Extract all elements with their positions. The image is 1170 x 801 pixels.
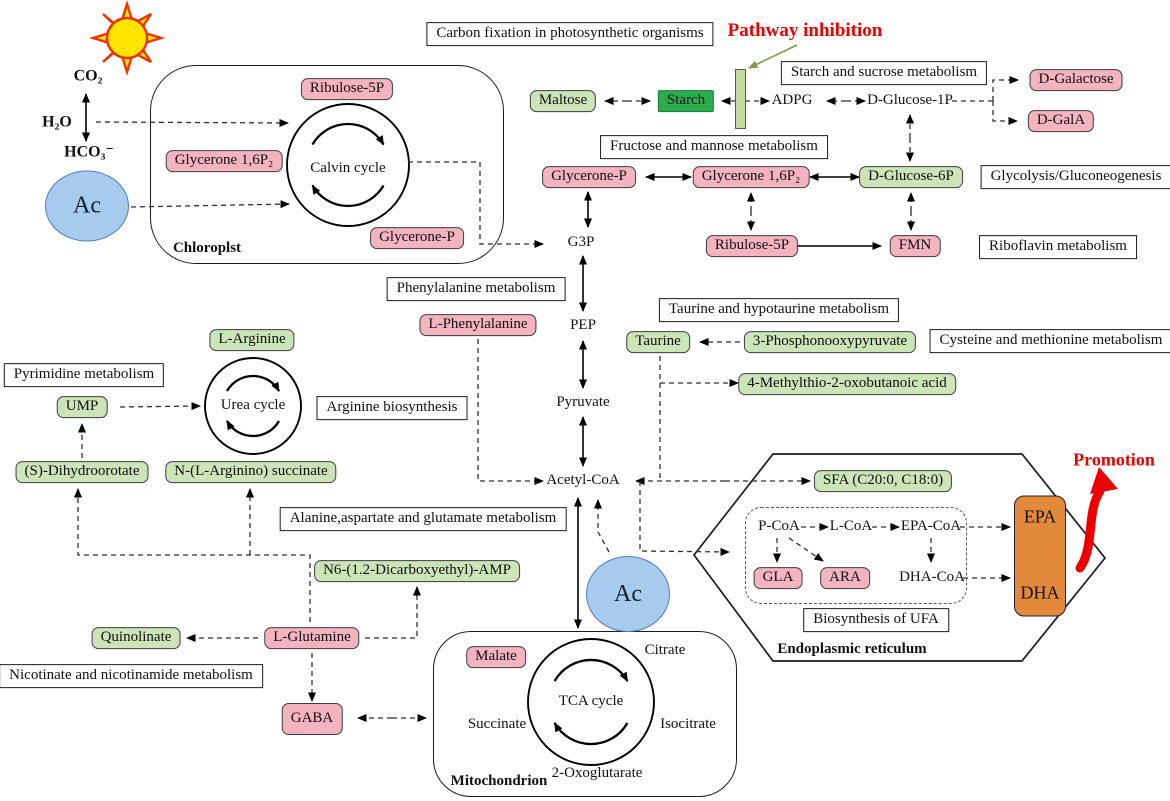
metabolite-quinolinate: Quinolinate — [92, 627, 181, 649]
metabolite-glycerone-p-chloroplast: Glycerone-P — [370, 227, 464, 249]
pathway-box-riboflavin: Riboflavin metabolism — [979, 235, 1137, 259]
metabolite-maltose: Maltose — [530, 90, 596, 112]
pathway-box-glycolysis: Glycolysis/Gluconeogenesis — [981, 165, 1170, 189]
pathway-box-nicotinate: Nicotinate and nicotinamide metabolism — [0, 664, 263, 688]
ac-circle-top: Ac — [45, 171, 129, 242]
sun-icon — [93, 4, 161, 72]
pathway-box-taurine-hypotaurine: Taurine and hypotaurine metabolism — [659, 298, 899, 322]
metabolite-glycerone16p2: Glycerone 1,6P₂ — [693, 166, 810, 188]
co2-label: CO₂ — [73, 67, 103, 85]
metabolite-ribulose5p: Ribulose-5P — [706, 235, 798, 257]
metabolite-ribulose5p-chloroplast: Ribulose-5P — [301, 78, 393, 100]
metabolite-adpg: ADPG — [771, 92, 813, 109]
pathway-box-biosynthesis-ufa: Biosynthesis of UFA — [803, 608, 949, 632]
ac-circle-bottom: Ac — [586, 556, 670, 632]
metabolite-gaba: GABA — [282, 703, 343, 735]
metabolite-pep: PEP — [570, 317, 596, 334]
metabolite-malate: Malate — [466, 646, 526, 668]
endoplasmic-reticulum-label: Endoplasmic reticulum — [777, 641, 927, 658]
h2o-label: H₂O — [42, 113, 72, 131]
metabolite-acetyl-coa: Acetyl-CoA — [546, 472, 620, 489]
metabolite-n-l-arginino-succinate: N-(L-Arginino) succinate — [165, 461, 336, 483]
metabolite-4-methylthio-2-oxobutanoic-acid: 4-Methylthio-2-oxobutanoic acid — [738, 373, 956, 395]
metabolite-fmn: FMN — [890, 235, 941, 257]
metabolite-sfa: SFA (C20:0, C18:0) — [814, 470, 952, 492]
metabolite-3-phosphonooxypyruvate: 3-Phosphonooxypyruvate — [744, 331, 916, 353]
metabolite-ara: ARA — [820, 567, 870, 589]
pathway-box-phenylalanine: Phenylalanine metabolism — [387, 277, 566, 301]
metabolite-d-galactose: D-Galactose — [1030, 69, 1123, 91]
metabolite-glycerone16p2-chloroplast: Glycerone 1,6P₂ — [166, 150, 283, 172]
metabolite-l-coa: L-CoA — [829, 518, 873, 535]
promotion-label: Promotion — [1073, 449, 1155, 470]
hco3-label: HCO₃⁻ — [64, 143, 114, 161]
pathway-inhibition-bar — [735, 69, 746, 129]
pathway-box-arginine-biosynthesis: Arginine biosynthesis — [317, 396, 468, 420]
metabolite-l-arginine: L-Arginine — [209, 329, 294, 351]
metabolite-succinate: Succinate — [467, 716, 527, 733]
metabolite-d-glucose-1p: D-Glucose-1P — [867, 92, 953, 109]
tca-cycle-label: TCA cycle — [558, 693, 624, 710]
calvin-cycle-label: Calvin cycle — [310, 160, 386, 177]
metabolite-ump: UMP — [57, 396, 108, 418]
metabolite-p-coa: P-CoA — [758, 518, 800, 535]
metabolite-g3p: G3P — [567, 234, 595, 251]
metabolite-l-phenylalanine: L-Phenylalanine — [419, 314, 536, 336]
pathway-box-alanine-aspartate: Alanine,aspartate and glutamate metabolism — [280, 507, 567, 531]
pathway-box-carbon-fixation: Carbon fixation in photosynthetic organisms — [426, 22, 713, 46]
metabolite-2-oxoglutarate: 2-Oxoglutarate — [551, 765, 643, 782]
metabolite-epa-coa: EPA-CoA — [900, 518, 962, 535]
pathway-inhibition-label: Pathway inhibition — [727, 20, 883, 42]
pathway-box-fructose-mannose: Fructose and mannose metabolism — [600, 135, 828, 159]
metabolite-l-glutamine: L-Glutamine — [264, 627, 359, 649]
metabolite-taurine: Taurine — [626, 331, 690, 353]
promotion-arrow — [1080, 467, 1118, 568]
pathway-box-starch-sucrose: Starch and sucrose metabolism — [781, 61, 987, 85]
mitochondrion-label: Mitochondrion — [450, 773, 548, 790]
metabolite-gla: GLA — [754, 567, 803, 589]
pathway-box-cysteine-methionine: Cysteine and methionine metabolism — [930, 329, 1170, 353]
metabolite-d-glucose-6p: D-Glucose-6P — [859, 166, 963, 188]
metabolite-starch: Starch — [658, 90, 714, 112]
chloroplast-label: Chloroplst — [172, 240, 242, 257]
pathway-box-pyrimidine: Pyrimidine metabolism — [4, 363, 164, 387]
metabolite-s-dihydroorotate: (S)-Dihydroorotate — [16, 461, 149, 483]
metabolite-dha: DHA — [1020, 582, 1060, 603]
metabolite-n6-dicarboxyethyl-amp: N6-(1.2-Dicarboxyethyl)-AMP — [314, 560, 520, 582]
metabolite-pyruvate: Pyruvate — [556, 394, 610, 411]
metabolite-citrate: Citrate — [644, 642, 686, 659]
metabolite-dha-coa: DHA-CoA — [899, 569, 965, 586]
epa-dha-box — [1014, 496, 1066, 617]
urea-cycle-label: Urea cycle — [220, 397, 286, 414]
metabolite-epa: EPA — [1023, 506, 1057, 527]
metabolite-isocitrate: Isocitrate — [660, 716, 716, 733]
metabolite-d-gala: D-GalA — [1028, 110, 1094, 132]
metabolite-glycerone-p: Glycerone-P — [542, 166, 636, 188]
